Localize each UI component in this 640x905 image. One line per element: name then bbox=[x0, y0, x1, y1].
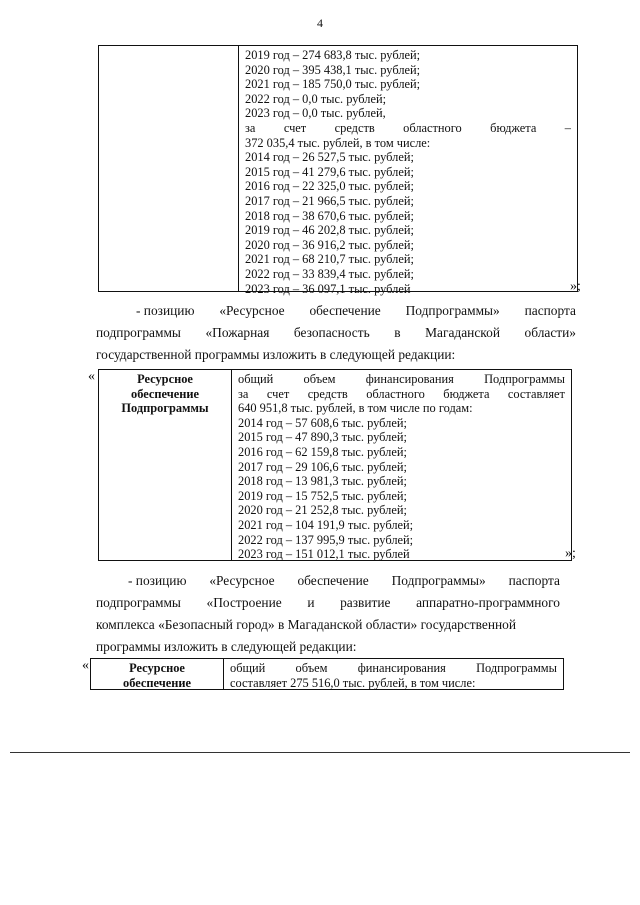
instruction-paragraph: - позицию «Ресурсное обеспечение Подпрограммы» паспорта подпрограммы «Построение и развитие аппаратно-программного комплекса «Безопасный город» в Магаданской области» государственной программы изложить в следующей редакции: bbox=[96, 573, 560, 654]
year-line: 2023 год – 36 097,1 тыс. рублей bbox=[245, 281, 411, 296]
year-line: 2020 год – 21 252,8 тыс. рублей; bbox=[238, 503, 407, 518]
year-line: 2014 год – 57 608,6 тыс. рублей; bbox=[238, 415, 407, 430]
year-line: 2019 год – 274 683,8 тыс. рублей; bbox=[245, 48, 421, 62]
year-line: 2016 год – 62 159,8 тыс. рублей; bbox=[238, 444, 407, 459]
year-line: 2017 год – 29 106,6 тыс. рублей; bbox=[238, 459, 407, 474]
year-line: 2018 год – 38 670,6 тыс. рублей; bbox=[245, 208, 414, 223]
year-line: 2021 год – 104 191,9 тыс. рублей; bbox=[238, 517, 414, 532]
year-line: 2014 год – 26 527,5 тыс. рублей; bbox=[245, 150, 414, 165]
regional-budget-line: за счет средств областного бюджета – bbox=[245, 120, 571, 135]
funding-cell: общий объем финансирования Подпрограммы за счет средств областного бюджета составляет 640 951,8 тыс. рублей, в том числе по годам: 2014 год – 57 608,6 тыс. рублей; 2015 год – 47 890,3 тыс. рублей; 2016 год – 62 159,8 тыс. рублей; 2017 год – 29 106,6 тыс. рублей; 2018 год – 13 981,3 тыс. рублей; 2019 год – 15 752,5 тыс. рублей; 2020 год – 21 252,8 тыс. рублей; 2021 год – 104 191,9 тыс. рублей; 2022 год – 137 995,9 тыс. рублей; 2023 год – 151 012,1 тыс. рублей bbox=[231, 370, 571, 560]
funding-table-safe-city bbox=[90, 658, 564, 690]
year-line: 372 035,4 тыс. рублей, в том числе: bbox=[245, 135, 431, 150]
year-line: 2020 год – 36 916,2 тыс. рублей; bbox=[245, 237, 414, 252]
year-line: 2022 год – 33 839,4 тыс. рублей; bbox=[245, 266, 414, 281]
year-line: 2015 год – 41 279,6 тыс. рублей; bbox=[245, 164, 414, 179]
year-line: 2022 год – 137 995,9 тыс. рублей; bbox=[238, 532, 414, 547]
instruction-paragraph: - позицию «Ресурсное обеспечение Подпрограммы» паспорта подпрограммы «Пожарная безопасность в Магаданской области» государственной программы изложить в следующей редакции: bbox=[96, 303, 576, 362]
year-line: 2020 год – 395 438,1 тыс. рублей; bbox=[245, 62, 421, 77]
funding-cell bbox=[238, 46, 577, 296]
funding-table-continued bbox=[98, 45, 578, 296]
closing-quote: »; bbox=[565, 546, 576, 561]
label-cell: Ресурсное обеспечение Подпрограммы bbox=[121, 372, 209, 416]
year-line: 2023 год – 151 012,1 тыс. рублей bbox=[238, 547, 410, 562]
year-line: 2021 год – 68 210,7 тыс. рублей; bbox=[245, 252, 414, 267]
year-line: 2017 год – 21 966,5 тыс. рублей; bbox=[245, 193, 414, 208]
funding-table-fire-safety bbox=[98, 369, 572, 561]
opening-quote: « bbox=[88, 369, 95, 384]
year-line: 2022 год – 0,0 тыс. рублей; bbox=[245, 91, 387, 106]
label-cell: Ресурсное обеспечение bbox=[123, 661, 191, 690]
year-line: 2018 год – 13 981,3 тыс. рублей; bbox=[238, 474, 407, 489]
year-line: 2021 год – 185 750,0 тыс. рублей; bbox=[245, 77, 421, 92]
funding-cell: общий объем финансирования Подпрограммы составляет 275 516,0 тыс. рублей, в том числе: bbox=[223, 659, 563, 689]
footnote-divider bbox=[10, 752, 630, 753]
year-line: 2019 год – 46 202,8 тыс. рублей; bbox=[245, 223, 414, 238]
year-line: 2019 год – 15 752,5 тыс. рублей; bbox=[238, 488, 407, 503]
year-line: 2016 год – 22 325,0 тыс. рублей; bbox=[245, 179, 414, 194]
year-line: 2023 год – 0,0 тыс. рублей, bbox=[245, 106, 386, 121]
page-number: 4 bbox=[317, 16, 323, 30]
year-line: 2015 год – 47 890,3 тыс. рублей; bbox=[238, 430, 407, 445]
closing-quote: »; bbox=[570, 279, 581, 294]
opening-quote: « bbox=[82, 658, 89, 673]
